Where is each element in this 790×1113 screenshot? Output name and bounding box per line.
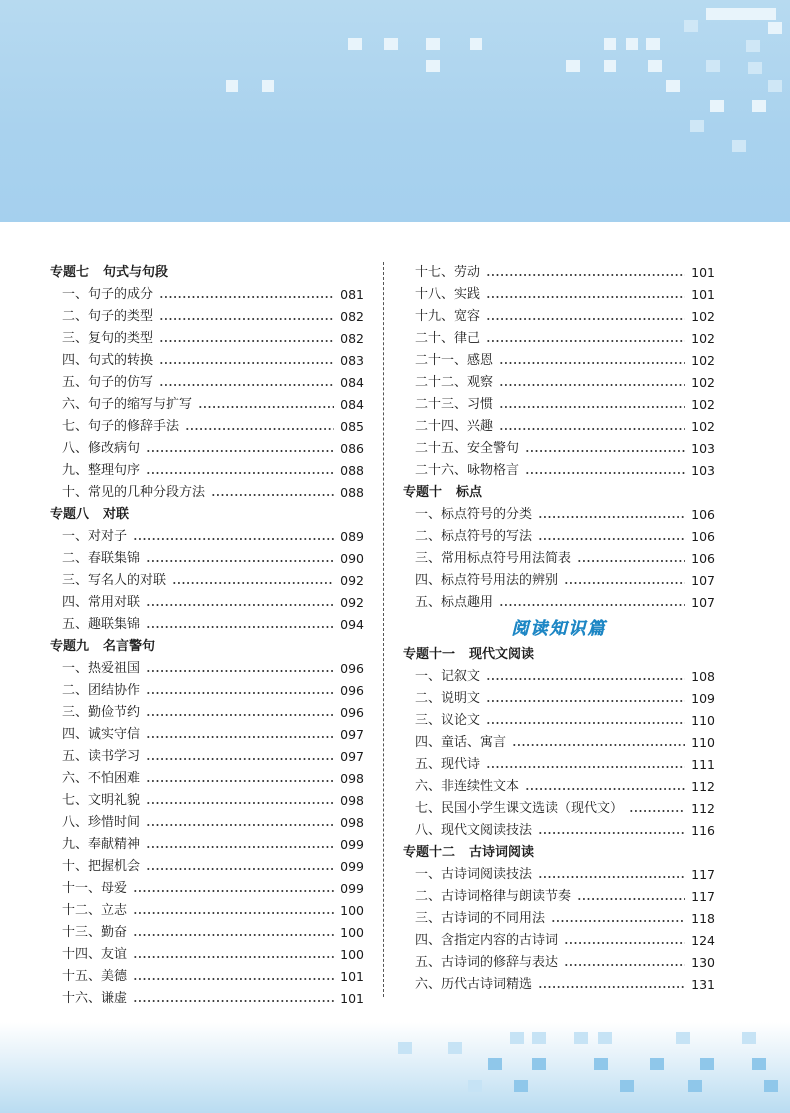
dot-leader xyxy=(486,318,685,320)
toc-entry-title: 六、句子的缩写与扩写 xyxy=(62,397,193,412)
toc-entry[interactable] xyxy=(50,702,364,724)
section-title: 句式与句段 xyxy=(103,265,169,280)
toc-entry[interactable] xyxy=(50,570,364,592)
toc-page-number: 101 xyxy=(691,287,715,302)
toc-entry[interactable] xyxy=(50,724,364,746)
toc-entry[interactable] xyxy=(403,864,715,886)
dot-leader xyxy=(133,956,334,958)
toc-entry-title: 十三、勤奋 xyxy=(62,925,128,940)
toc-entry[interactable] xyxy=(50,438,364,460)
toc-entry[interactable] xyxy=(50,526,364,548)
dot-leader xyxy=(486,678,685,680)
toc-entry-title: 七、民国小学生课文选读（现代文） xyxy=(415,801,624,816)
section-title: 对联 xyxy=(103,507,130,522)
toc-entry[interactable] xyxy=(403,328,715,350)
toc-page-number: 099 xyxy=(340,859,364,874)
section-title: 现代文阅读 xyxy=(469,647,535,662)
dot-leader xyxy=(499,362,685,364)
toc-entry[interactable] xyxy=(403,974,715,996)
toc-page-number: 102 xyxy=(691,375,715,390)
toc-page-number: 097 xyxy=(340,749,364,764)
toc-page-number: 109 xyxy=(691,691,715,706)
toc-entry[interactable] xyxy=(50,284,364,306)
dot-leader xyxy=(133,1000,334,1002)
toc-entry[interactable] xyxy=(403,570,715,592)
dot-leader xyxy=(146,824,334,826)
toc-page-number: 089 xyxy=(340,529,364,544)
toc-page-number: 088 xyxy=(340,485,364,500)
column-divider xyxy=(383,262,384,997)
toc-section-heading xyxy=(403,644,715,666)
toc-entry[interactable] xyxy=(403,526,715,548)
toc-entry-title: 五、读书学习 xyxy=(62,749,141,764)
toc-entry-title: 五、趣联集锦 xyxy=(62,617,141,632)
toc-entry-title: 六、不怕困难 xyxy=(62,771,141,786)
toc-entry[interactable] xyxy=(403,952,715,974)
toc-entry[interactable] xyxy=(50,394,364,416)
dot-leader xyxy=(211,494,334,496)
toc-entry-title: 一、记叙文 xyxy=(415,669,481,684)
toc-entry-title: 一、对对子 xyxy=(62,529,128,544)
toc-entry-title: 十、把握机会 xyxy=(62,859,141,874)
toc-page-number: 107 xyxy=(691,595,715,610)
toc-page-number: 096 xyxy=(340,705,364,720)
dot-leader xyxy=(185,428,334,430)
toc-entry[interactable] xyxy=(50,834,364,856)
toc-entry[interactable] xyxy=(403,754,715,776)
toc-entry-title: 二、标点符号的写法 xyxy=(415,529,533,544)
section-number: 专题九 xyxy=(50,639,90,654)
toc-entry[interactable] xyxy=(403,306,715,328)
toc-entry-title: 三、写名人的对联 xyxy=(62,573,167,588)
dot-leader xyxy=(146,802,334,804)
toc-entry-title: 二十二、观察 xyxy=(415,375,494,390)
toc-entry-title: 十二、立志 xyxy=(62,903,128,918)
toc-entry-title: 八、珍惜时间 xyxy=(62,815,141,830)
toc-page-number: 100 xyxy=(340,903,364,918)
toc-entry-title: 五、现代诗 xyxy=(415,757,481,772)
dot-leader xyxy=(499,428,685,430)
toc-page-number: 102 xyxy=(691,331,715,346)
toc-page-number: 117 xyxy=(691,889,715,904)
part-banner xyxy=(403,614,715,644)
toc-page-number: 130 xyxy=(691,955,715,970)
toc-entry[interactable] xyxy=(403,438,715,460)
toc-page-number: 092 xyxy=(340,595,364,610)
dot-leader xyxy=(146,736,334,738)
toc-entry-title: 三、复句的类型 xyxy=(62,331,154,346)
dot-leader xyxy=(133,978,334,980)
toc-entry-title: 四、含指定内容的古诗词 xyxy=(415,933,559,948)
toc-entry-title: 七、句子的修辞手法 xyxy=(62,419,180,434)
dot-leader xyxy=(133,934,334,936)
toc-section-heading xyxy=(403,842,715,864)
toc-entry-title: 十八、实践 xyxy=(415,287,481,302)
toc-entry[interactable] xyxy=(50,328,364,350)
toc-entry[interactable] xyxy=(50,372,364,394)
dot-leader xyxy=(629,810,685,812)
dot-leader xyxy=(538,876,685,878)
toc-section-heading xyxy=(403,482,715,504)
toc-entry[interactable] xyxy=(403,776,715,798)
toc-section-heading xyxy=(50,262,364,284)
toc-entry[interactable] xyxy=(50,790,364,812)
toc-page-number: 098 xyxy=(340,793,364,808)
toc-page-number: 102 xyxy=(691,353,715,368)
toc-entry-title: 二十、律己 xyxy=(415,331,481,346)
toc-entry[interactable] xyxy=(403,460,715,482)
toc-entry-title: 二十五、安全警句 xyxy=(415,441,520,456)
toc-entry[interactable] xyxy=(403,688,715,710)
dot-leader xyxy=(499,604,685,606)
dot-leader xyxy=(538,516,685,518)
toc-entry-title: 二、春联集锦 xyxy=(62,551,141,566)
part-banner-title: 阅读知识篇 xyxy=(511,619,607,639)
dot-leader xyxy=(133,912,334,914)
toc-page-number: 116 xyxy=(691,823,715,838)
toc-entry[interactable] xyxy=(50,922,364,944)
toc-entry-title: 八、现代文阅读技法 xyxy=(415,823,533,838)
toc-entry-title: 三、勤俭节约 xyxy=(62,705,141,720)
toc-left-column xyxy=(50,262,364,1010)
section-title: 标点 xyxy=(456,485,483,500)
section-title: 古诗词阅读 xyxy=(469,845,535,860)
dot-leader xyxy=(499,406,685,408)
toc-entry-title: 九、奉献精神 xyxy=(62,837,141,852)
dot-leader xyxy=(146,714,334,716)
toc-entry-title: 十、常见的几种分段方法 xyxy=(62,485,206,500)
toc-right-column xyxy=(403,262,715,996)
toc-page-number: 088 xyxy=(340,463,364,478)
toc-page-number: 118 xyxy=(691,911,715,926)
toc-entry[interactable] xyxy=(403,886,715,908)
toc-entry-title: 三、常用标点符号用法简表 xyxy=(415,551,572,566)
dot-leader xyxy=(146,670,334,672)
toc-entry[interactable] xyxy=(403,394,715,416)
dot-leader xyxy=(486,274,685,276)
section-title: 名言警句 xyxy=(103,639,156,654)
toc-entry[interactable] xyxy=(403,732,715,754)
toc-entry[interactable] xyxy=(50,746,364,768)
dot-leader xyxy=(525,788,685,790)
toc-page-number: 084 xyxy=(340,375,364,390)
toc-entry[interactable] xyxy=(50,856,364,878)
toc-page-number: 101 xyxy=(340,969,364,984)
toc-page-number: 102 xyxy=(691,419,715,434)
dot-leader xyxy=(486,766,685,768)
toc-entry-title: 七、文明礼貌 xyxy=(62,793,141,808)
dot-leader xyxy=(538,832,685,834)
dot-leader xyxy=(525,472,685,474)
dot-leader xyxy=(159,384,334,386)
toc-page-number: 107 xyxy=(691,573,715,588)
dot-leader xyxy=(146,450,334,452)
dot-leader xyxy=(133,538,334,540)
bottom-decorative-band xyxy=(0,1022,790,1113)
toc-entry[interactable] xyxy=(403,592,715,614)
dot-leader xyxy=(146,780,334,782)
toc-page-number: 082 xyxy=(340,309,364,324)
toc-entry-title: 十九、宽容 xyxy=(415,309,481,324)
toc-page-number: 100 xyxy=(340,925,364,940)
toc-entry[interactable] xyxy=(50,944,364,966)
toc-entry-title: 二、说明文 xyxy=(415,691,481,706)
toc-page-number: 100 xyxy=(340,947,364,962)
toc-entry[interactable] xyxy=(50,768,364,790)
dot-leader xyxy=(146,846,334,848)
toc-entry-title: 五、句子的仿写 xyxy=(62,375,154,390)
toc-page-number: 090 xyxy=(340,551,364,566)
toc-page-number: 103 xyxy=(691,441,715,456)
dot-leader xyxy=(146,868,334,870)
toc-entry[interactable] xyxy=(50,680,364,702)
toc-entry[interactable] xyxy=(50,988,364,1010)
toc-entry[interactable] xyxy=(50,306,364,328)
toc-section-heading xyxy=(50,636,364,658)
toc-entry-title: 二十一、感恩 xyxy=(415,353,494,368)
toc-page-number: 112 xyxy=(691,779,715,794)
toc-entry[interactable] xyxy=(50,900,364,922)
toc-entry-title: 二、团结协作 xyxy=(62,683,141,698)
toc-page-number: 096 xyxy=(340,661,364,676)
toc-entry[interactable] xyxy=(403,262,715,284)
toc-page-number: 096 xyxy=(340,683,364,698)
toc-page-number: 101 xyxy=(691,265,715,280)
dot-leader xyxy=(146,692,334,694)
dot-leader xyxy=(172,582,334,584)
dot-leader xyxy=(564,964,685,966)
toc-entry[interactable] xyxy=(403,710,715,732)
section-number: 专题十 xyxy=(403,485,443,500)
section-number: 专题十一 xyxy=(403,647,456,662)
dot-leader xyxy=(159,296,334,298)
dot-leader xyxy=(486,340,685,342)
toc-page-number: 117 xyxy=(691,867,715,882)
toc-entry-title: 三、议论文 xyxy=(415,713,481,728)
toc-entry[interactable] xyxy=(50,416,364,438)
toc-section-heading xyxy=(50,504,364,526)
toc-entry-title: 二、古诗词格律与朗读节奏 xyxy=(415,889,572,904)
toc-page-number: 099 xyxy=(340,881,364,896)
toc-page-number: 106 xyxy=(691,551,715,566)
dot-leader xyxy=(486,700,685,702)
toc-page-number: 102 xyxy=(691,309,715,324)
toc-page-number: 083 xyxy=(340,353,364,368)
toc-entry-title: 十五、美德 xyxy=(62,969,128,984)
toc-page-number: 106 xyxy=(691,529,715,544)
toc-page-number: 092 xyxy=(340,573,364,588)
toc-entry[interactable] xyxy=(50,812,364,834)
dot-leader xyxy=(577,560,685,562)
dot-leader xyxy=(525,450,685,452)
toc-page-number: 103 xyxy=(691,463,715,478)
toc-entry[interactable] xyxy=(403,416,715,438)
toc-entry-title: 四、句式的转换 xyxy=(62,353,154,368)
toc-entry[interactable] xyxy=(50,878,364,900)
dot-leader xyxy=(486,296,685,298)
toc-entry-title: 八、修改病句 xyxy=(62,441,141,456)
dot-leader xyxy=(538,986,685,988)
toc-entry[interactable] xyxy=(50,460,364,482)
toc-page-number: 106 xyxy=(691,507,715,522)
toc-entry-title: 九、整理句序 xyxy=(62,463,141,478)
toc-entry[interactable] xyxy=(403,504,715,526)
toc-entry-title: 二、句子的类型 xyxy=(62,309,154,324)
toc-entry[interactable] xyxy=(403,666,715,688)
toc-page-number: 094 xyxy=(340,617,364,632)
toc-page-number: 098 xyxy=(340,815,364,830)
toc-entry-title: 五、古诗词的修辞与表达 xyxy=(415,955,559,970)
toc-page-number: 131 xyxy=(691,977,715,992)
toc-entry[interactable] xyxy=(403,548,715,570)
dot-leader xyxy=(146,626,334,628)
toc-entry[interactable] xyxy=(50,548,364,570)
toc-entry-title: 十六、谦虚 xyxy=(62,991,128,1006)
dot-leader xyxy=(198,406,334,408)
toc-entry[interactable] xyxy=(50,658,364,680)
toc-entry-title: 一、古诗词阅读技法 xyxy=(415,867,533,882)
toc-page-number: 102 xyxy=(691,397,715,412)
toc-entry-title: 一、标点符号的分类 xyxy=(415,507,533,522)
top-decorative-band xyxy=(0,0,790,222)
toc-entry-title: 一、句子的成分 xyxy=(62,287,154,302)
toc-entry[interactable] xyxy=(403,820,715,842)
toc-entry[interactable] xyxy=(50,482,364,504)
toc-entry[interactable] xyxy=(50,592,364,614)
dot-leader xyxy=(133,890,334,892)
toc-page-number: 082 xyxy=(340,331,364,346)
toc-page-number: 108 xyxy=(691,669,715,684)
toc-entry-title: 四、标点符号用法的辨别 xyxy=(415,573,559,588)
toc-entry[interactable] xyxy=(50,614,364,636)
toc-entry-title: 二十六、咏物格言 xyxy=(415,463,520,478)
dot-leader xyxy=(564,582,685,584)
section-number: 专题八 xyxy=(50,507,90,522)
toc-page-number: 124 xyxy=(691,933,715,948)
toc-page-number: 086 xyxy=(340,441,364,456)
toc-entry[interactable] xyxy=(403,372,715,394)
toc-page-number: 110 xyxy=(691,735,715,750)
toc-entry-title: 一、热爱祖国 xyxy=(62,661,141,676)
dot-leader xyxy=(146,604,334,606)
toc-entry-title: 十七、劳动 xyxy=(415,265,481,280)
toc-entry[interactable] xyxy=(403,284,715,306)
toc-page-number: 097 xyxy=(340,727,364,742)
toc-page-number: 110 xyxy=(691,713,715,728)
toc-entry-title: 二十四、兴趣 xyxy=(415,419,494,434)
toc-page-number: 084 xyxy=(340,397,364,412)
dot-leader xyxy=(146,758,334,760)
toc-page-number: 101 xyxy=(340,991,364,1006)
dot-leader xyxy=(486,722,685,724)
dot-leader xyxy=(564,942,685,944)
toc-entry[interactable] xyxy=(50,350,364,372)
toc-page-number: 081 xyxy=(340,287,364,302)
toc-entry-title: 五、标点趣用 xyxy=(415,595,494,610)
dot-leader xyxy=(146,472,334,474)
toc-page-number: 099 xyxy=(340,837,364,852)
toc-entry[interactable] xyxy=(403,798,715,820)
toc-page-number: 112 xyxy=(691,801,715,816)
toc-entry-title: 二十三、习惯 xyxy=(415,397,494,412)
toc-page-number: 085 xyxy=(340,419,364,434)
dot-leader xyxy=(538,538,685,540)
toc-entry[interactable] xyxy=(50,966,364,988)
dot-leader xyxy=(159,340,334,342)
section-number: 专题七 xyxy=(50,265,90,280)
dot-leader xyxy=(499,384,685,386)
dot-leader xyxy=(146,560,334,562)
toc-entry[interactable] xyxy=(403,930,715,952)
toc-entry-title: 十四、友谊 xyxy=(62,947,128,962)
dot-leader xyxy=(551,920,685,922)
dot-leader xyxy=(159,318,334,320)
toc-entry[interactable] xyxy=(403,908,715,930)
toc-page-number: 111 xyxy=(691,757,715,772)
toc-page-number: 098 xyxy=(340,771,364,786)
section-number: 专题十二 xyxy=(403,845,456,860)
toc-entry[interactable] xyxy=(403,350,715,372)
toc-entry-title: 十一、母爱 xyxy=(62,881,128,896)
dot-leader xyxy=(577,898,685,900)
toc-entry-title: 四、童话、寓言 xyxy=(415,735,507,750)
dot-leader xyxy=(512,744,685,746)
toc-entry-title: 六、非连续性文本 xyxy=(415,779,520,794)
toc-entry-title: 四、诚实守信 xyxy=(62,727,141,742)
toc-entry-title: 三、古诗词的不同用法 xyxy=(415,911,546,926)
toc-entry-title: 六、历代古诗词精选 xyxy=(415,977,533,992)
toc-entry-title: 四、常用对联 xyxy=(62,595,141,610)
dot-leader xyxy=(159,362,334,364)
